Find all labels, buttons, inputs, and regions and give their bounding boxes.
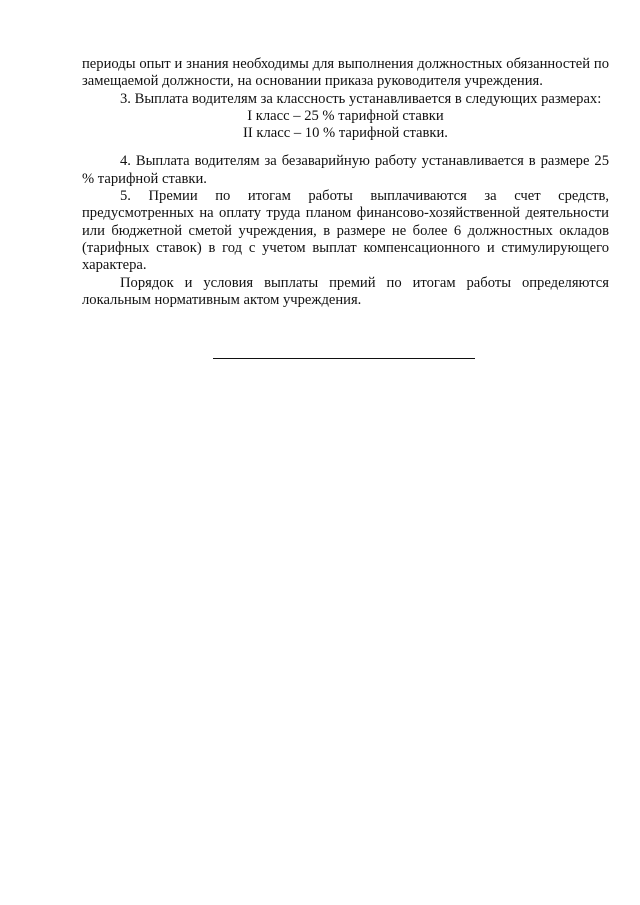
paragraph-intro-continuation: периоды опыт и знания необходимы для выполнения должностных обязанностей по замещаемой должности, на основании приказа руководителя учреждения. — [82, 56, 609, 90]
driver-class-rates — [82, 108, 609, 143]
end-divider-line — [213, 358, 475, 359]
paragraph-4-accident-free-payment: 4. Выплата водителям за безаварийную работу устанавливается в размере 25 % тарифной ставки. — [82, 153, 609, 187]
document-page — [82, 56, 609, 309]
class-2-rate: II класс – 10 % тарифной ставки. — [243, 125, 448, 142]
paragraph-3-driver-class-payment: 3. Выплата водителям за классность устанавливается в следующих размерах: — [120, 90, 602, 107]
paragraph-bonus-procedure: Порядок и условия выплаты премий по итогам работы определяются локальным нормативным актом учреждения. — [82, 274, 609, 308]
paragraph-5-bonuses: 5. Премии по итогам работы выплачиваются за счет средств, предусмотренных на оплату труда планом финансово-хозяйственной деятельности или бюджетной сметой учреждения, в размере не более 6 должностных окладов (тарифных ставок) в год с учетом выплат компенсационного и стимулирующего характера. — [82, 188, 609, 274]
class-1-rate: I класс – 25 % тарифной ставки — [247, 107, 444, 124]
